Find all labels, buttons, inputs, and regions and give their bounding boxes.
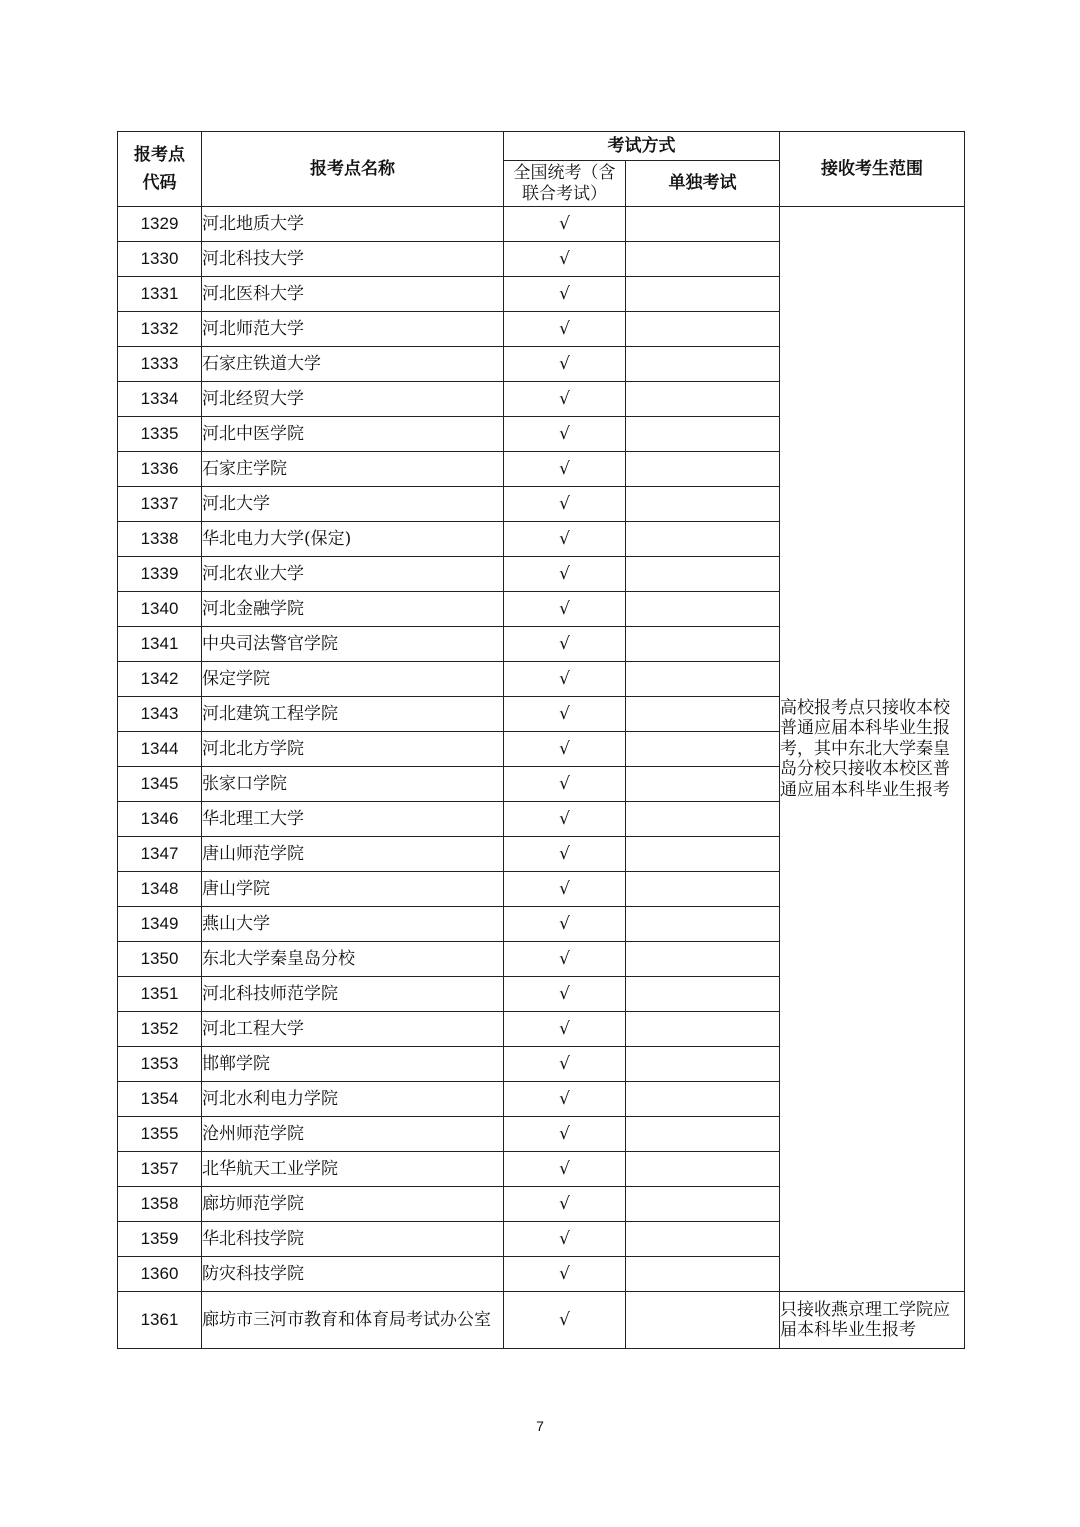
site-name: 河北工程大学 — [202, 1012, 504, 1047]
site-name: 河北农业大学 — [202, 557, 504, 592]
separate-exam-check — [626, 522, 780, 557]
site-code: 1335 — [118, 417, 202, 452]
site-name: 防灾科技学院 — [202, 1257, 504, 1292]
separate-exam-check — [626, 242, 780, 277]
separate-exam-check — [626, 942, 780, 977]
unified-exam-check: √ — [504, 452, 626, 487]
unified-exam-check: √ — [504, 977, 626, 1012]
separate-exam-check — [626, 1222, 780, 1257]
site-code: 1334 — [118, 382, 202, 417]
unified-exam-check: √ — [504, 277, 626, 312]
site-code: 1330 — [118, 242, 202, 277]
site-name: 沧州师范学院 — [202, 1117, 504, 1152]
unified-exam-check: √ — [504, 1152, 626, 1187]
site-code: 1343 — [118, 697, 202, 732]
unified-exam-check: √ — [504, 837, 626, 872]
site-name: 邯郸学院 — [202, 1047, 504, 1082]
scope-merged-cell: 高校报考点只接收本校普通应届本科毕业生报考，其中东北大学秦皇岛分校只接收本校区普通应届本科毕业生报考 — [780, 207, 965, 1292]
unified-exam-check: √ — [504, 907, 626, 942]
exam-site-table — [117, 131, 965, 1349]
unified-exam-check: √ — [504, 347, 626, 382]
separate-exam-check — [626, 1082, 780, 1117]
unified-exam-check: √ — [504, 242, 626, 277]
site-code: 1344 — [118, 732, 202, 767]
site-name: 廊坊市三河市教育和体育局考试办公室 — [202, 1292, 504, 1349]
separate-exam-check — [626, 732, 780, 767]
site-code: 1339 — [118, 557, 202, 592]
table-row — [118, 207, 965, 242]
unified-exam-check: √ — [504, 802, 626, 837]
unified-exam-check: √ — [504, 872, 626, 907]
separate-exam-check — [626, 277, 780, 312]
separate-exam-check — [626, 1117, 780, 1152]
separate-exam-check — [626, 1187, 780, 1222]
unified-exam-check: √ — [504, 417, 626, 452]
site-name: 河北中医学院 — [202, 417, 504, 452]
separate-exam-check — [626, 662, 780, 697]
site-code: 1357 — [118, 1152, 202, 1187]
site-code: 1359 — [118, 1222, 202, 1257]
site-name: 河北经贸大学 — [202, 382, 504, 417]
site-name: 河北师范大学 — [202, 312, 504, 347]
separate-exam-check — [626, 767, 780, 802]
unified-exam-check: √ — [504, 1257, 626, 1292]
unified-exam-check: √ — [504, 1187, 626, 1222]
unified-exam-check: √ — [504, 382, 626, 417]
header-exam-mode: 考试方式 — [504, 132, 780, 161]
separate-exam-check — [626, 1047, 780, 1082]
unified-exam-check: √ — [504, 1012, 626, 1047]
site-code: 1352 — [118, 1012, 202, 1047]
site-name: 华北理工大学 — [202, 802, 504, 837]
site-name: 石家庄学院 — [202, 452, 504, 487]
separate-exam-check — [626, 977, 780, 1012]
site-code: 1346 — [118, 802, 202, 837]
separate-exam-check — [626, 557, 780, 592]
site-name: 保定学院 — [202, 662, 504, 697]
unified-exam-check: √ — [504, 592, 626, 627]
separate-exam-check — [626, 1152, 780, 1187]
separate-exam-check — [626, 417, 780, 452]
unified-exam-check: √ — [504, 697, 626, 732]
site-name: 河北大学 — [202, 487, 504, 522]
unified-exam-check: √ — [504, 942, 626, 977]
header-row-1 — [118, 132, 965, 161]
site-code: 1361 — [118, 1292, 202, 1349]
header-unified: 全国统考（含联合考试） — [504, 161, 626, 207]
site-code: 1332 — [118, 312, 202, 347]
site-name: 河北地质大学 — [202, 207, 504, 242]
separate-exam-check — [626, 592, 780, 627]
site-name: 河北北方学院 — [202, 732, 504, 767]
separate-exam-check — [626, 347, 780, 382]
separate-exam-check — [626, 872, 780, 907]
separate-exam-check — [626, 1257, 780, 1292]
site-code: 1333 — [118, 347, 202, 382]
page-number: 7 — [536, 1418, 544, 1434]
separate-exam-check — [626, 207, 780, 242]
separate-exam-check — [626, 487, 780, 522]
site-name: 北华航天工业学院 — [202, 1152, 504, 1187]
site-name: 张家口学院 — [202, 767, 504, 802]
unified-exam-check: √ — [504, 487, 626, 522]
site-code: 1347 — [118, 837, 202, 872]
site-code: 1338 — [118, 522, 202, 557]
unified-exam-check: √ — [504, 627, 626, 662]
unified-exam-check: √ — [504, 767, 626, 802]
site-code: 1358 — [118, 1187, 202, 1222]
site-name: 华北电力大学(保定) — [202, 522, 504, 557]
separate-exam-check — [626, 697, 780, 732]
site-code: 1340 — [118, 592, 202, 627]
header-scope: 接收考生范围 — [780, 132, 965, 207]
site-name: 华北科技学院 — [202, 1222, 504, 1257]
separate-exam-check — [626, 382, 780, 417]
separate-exam-check — [626, 312, 780, 347]
site-code: 1342 — [118, 662, 202, 697]
unified-exam-check: √ — [504, 312, 626, 347]
site-name: 东北大学秦皇岛分校 — [202, 942, 504, 977]
site-name: 廊坊师范学院 — [202, 1187, 504, 1222]
unified-exam-check: √ — [504, 1082, 626, 1117]
separate-exam-check — [626, 1012, 780, 1047]
site-name: 河北水利电力学院 — [202, 1082, 504, 1117]
site-name: 河北科技师范学院 — [202, 977, 504, 1012]
site-name: 中央司法警官学院 — [202, 627, 504, 662]
unified-exam-check: √ — [504, 1292, 626, 1349]
site-code: 1348 — [118, 872, 202, 907]
header-name: 报考点名称 — [202, 132, 504, 207]
site-name: 燕山大学 — [202, 907, 504, 942]
site-code: 1337 — [118, 487, 202, 522]
separate-exam-check — [626, 837, 780, 872]
unified-exam-check: √ — [504, 1047, 626, 1082]
header-separate: 单独考试 — [626, 161, 780, 207]
site-code: 1350 — [118, 942, 202, 977]
site-code: 1341 — [118, 627, 202, 662]
unified-exam-check: √ — [504, 1117, 626, 1152]
site-code: 1331 — [118, 277, 202, 312]
unified-exam-check: √ — [504, 557, 626, 592]
unified-exam-check: √ — [504, 522, 626, 557]
separate-exam-check — [626, 627, 780, 662]
table-row — [118, 1292, 965, 1349]
header-code: 报考点代码 — [118, 132, 202, 207]
site-code: 1354 — [118, 1082, 202, 1117]
unified-exam-check: √ — [504, 1222, 626, 1257]
separate-exam-check — [626, 802, 780, 837]
site-code: 1336 — [118, 452, 202, 487]
unified-exam-check: √ — [504, 662, 626, 697]
site-code: 1351 — [118, 977, 202, 1012]
site-code: 1329 — [118, 207, 202, 242]
site-code: 1345 — [118, 767, 202, 802]
site-name: 唐山师范学院 — [202, 837, 504, 872]
site-name: 河北医科大学 — [202, 277, 504, 312]
scope-cell: 只接收燕京理工学院应届本科毕业生报考 — [780, 1292, 965, 1349]
site-name: 河北金融学院 — [202, 592, 504, 627]
site-code: 1349 — [118, 907, 202, 942]
site-name: 唐山学院 — [202, 872, 504, 907]
unified-exam-check: √ — [504, 732, 626, 767]
separate-exam-check — [626, 907, 780, 942]
site-code: 1360 — [118, 1257, 202, 1292]
site-code: 1353 — [118, 1047, 202, 1082]
separate-exam-check — [626, 1292, 780, 1349]
site-name: 河北科技大学 — [202, 242, 504, 277]
site-name: 河北建筑工程学院 — [202, 697, 504, 732]
unified-exam-check: √ — [504, 207, 626, 242]
site-name: 石家庄铁道大学 — [202, 347, 504, 382]
site-code: 1355 — [118, 1117, 202, 1152]
separate-exam-check — [626, 452, 780, 487]
